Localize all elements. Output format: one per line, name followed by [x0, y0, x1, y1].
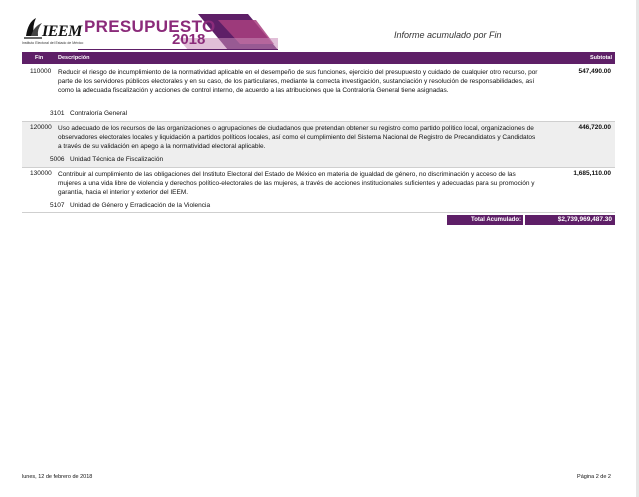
banner-year: 2018 [172, 31, 206, 48]
table-row [22, 168, 615, 212]
fin-code: 110000 [30, 68, 52, 75]
page-number: Página 2 de 2 [577, 474, 611, 480]
column-header-descripcion: Descripción [58, 55, 90, 61]
unit-code: 5107 [50, 202, 65, 209]
table-row [22, 66, 615, 120]
unit-name: Unidad Técnica de Fiscalización [70, 156, 164, 163]
ieem-logo [22, 14, 82, 46]
banner-title: PRESUPUESTO [84, 17, 216, 36]
fin-code: 120000 [30, 124, 52, 131]
fin-subtotal: 547,490.00 [578, 68, 611, 75]
total-value: $2,739,969,487.30 [525, 215, 615, 225]
table-row [22, 122, 615, 167]
table-header [22, 52, 615, 64]
unit-code: 3101 [50, 110, 65, 117]
fin-subtotal: 446,720.00 [578, 124, 611, 131]
logo-text: IEEM [42, 23, 82, 40]
fin-description: Contribuir al cumplimiento de las obligaciones del Instituto Electoral del Estado de México en materia de igualdad de género, no discriminación y acceso de las mujeres a una vida libre de violencia y derechos político-electorales de las mujeres, a través de acciones institucionales suficientes y adecuadas para su promoción y garantía, hacia el interior y exterior del IEEM. [58, 171, 535, 197]
unit-code: 5006 [50, 156, 65, 163]
report-title: Informe acumulado por Fin [394, 30, 502, 40]
column-header-subtotal: Subtotal [590, 55, 612, 61]
row-divider [22, 212, 615, 213]
unit-name: Contraloría General [70, 110, 128, 117]
footer-date: lunes, 12 de febrero de 2018 [22, 474, 93, 480]
fin-subtotal: 1,685,110.00 [573, 170, 611, 177]
logo-subtitle: Instituto Electoral del Estado de México [22, 41, 84, 45]
total-label: Total Acumulado: [447, 215, 523, 225]
unit-name: Unidad de Género y Erradicación de la Violencia [70, 202, 211, 209]
fin-description: Reducir el riesgo de incumplimiento de la normatividad aplicable en el desempeño de sus funciones, ejercicio del presupuesto y cuidado de cualquier otro recurso, por parte de los servidores públicos electorales y en su caso, de los particulares, mediante la correcta investigación, sustanciación y resolución de responsabilidades, así como la adecuada fiscalización y acciones de control interno, de acuerdo a las atribuciones que la Contraloría General tiene asignadas. [58, 69, 538, 95]
logo-emblem-icon [22, 14, 44, 42]
column-header-fin: Fin [35, 55, 44, 61]
fin-description: Uso adecuado de los recursos de las organizaciones o agrupaciones de ciudadanos que pretendan obtener su registro como partido político local, organizaciones de observadores electorales locales y liquidación a partidos políticos locales, así como el cumplimiento del Sistema Nacional de Registro de Precandidatos y Candidatos a través de su validación en apego a la normatividad electoral aplicable. [58, 125, 536, 151]
fin-code: 130000 [30, 170, 52, 177]
